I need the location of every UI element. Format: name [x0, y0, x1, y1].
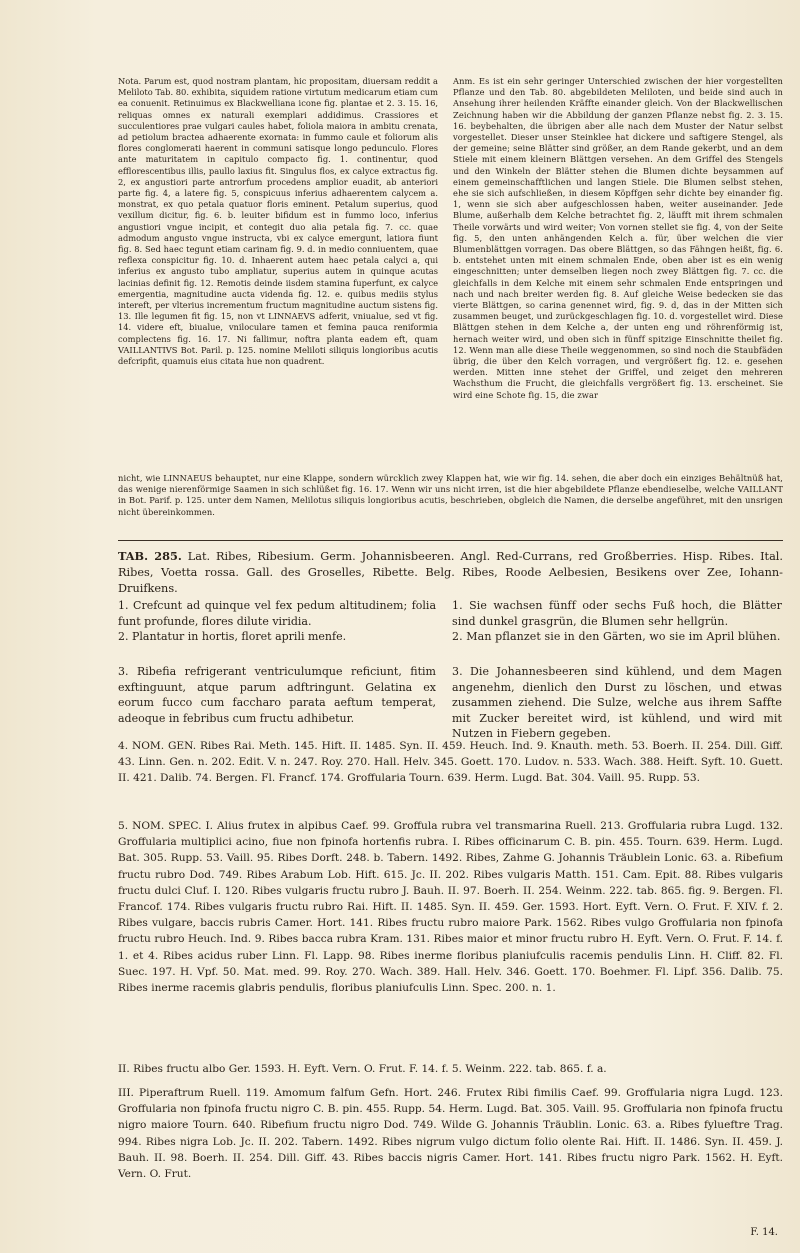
nota-german-continued-text: nicht, wie LINNAEUS behauptet, nur eine Klappe, sondern würcklich zwey Klappen hat, wie wir fig. 14. sehen, die aber doch ein einziges Behältnüß hat, das wenige nierenförmige Saamen in sich schlüßet fig. 16. 17. Wenn wir uns nicht irren, ist die hier abgebildete Pflanze ebendieselbe, welche VAILLANT in Bot. Parif. p. 125. unter dem Namen, Melilotus siliquis longioribus acutis, beschrieben, obgleich die Namen, die derselbe angeführet, mit den unsrigen nicht übereinkommen. — [118, 473, 783, 517]
nota-latin-text: Nota. Parum est, quod nostram plantam, hic propositam, diuersam reddit a Meliloto Tab. 80. exhibita, siquidem ratione virtutum medicarum etiam cum ea conuenit. Retinuimus ex Blackwelliana icone fig. plantae et 2. 3. 15. 16, reliquas omnes ex naturali exemplari addidimus. Crassiores et succulentiores prae vulgari caules habet, foliola maiora in ambitu crenata, ad petiolum bracteа adhaerente exornata: in fummo caule et foliorum alis flores conglomerati haerent in communi satisque longo pedunculo. Flores ante maturitatem in capitulo compacto fig. 1. continentur, quod efflorescentibus illis, paullo laxius fit. Singulus flos, ex calyce extractus fig. 2, ex angustiori parte antrorfum procedens amplior euadit, ab anteriori parte fig. 4, a latere fig. 5, conspicuus inferius adhaerentem calycem a. monstrat, ex quo petala quatuor floris eminent. Petalum superius, quod vexillum dicitur, fig. 6. b. leuiter bifidum est in fummo loco, inferius angustiori vngue incipit, et contegit duo alia petala fig. 7. cc. quae admodum angusto vngue instructa, vbi ex calyce emergunt, latiora fiunt fig. 8. Sed haec tegunt etiam carinam fig. 9. d. in medio conniuentem, quae reflexa conspicitur fig. 10. d. Inhaerent autem haec petala calyci a, qui inferius ex angusto tubo ampliatur, superius autem in quinque acutas lacinias definit fig. 12. Remotis deinde iisdem stamina fuperfunt, ex calyce emergentia, magnitudine aucta videnda fig. 12. e. quibus mediis stylus intereft, per vlterius incrementum fructum magnitudine auctum sistens fig. 13. Ille legumen fit fig. 15, non vt LINNAEVS adferit, vniualue, sed vt fig. 14. videre eft, biualue, vniloculare tamen et femina pauca reniformia complectens fig. 16. 17. Ni fallimur, noftra planta eadem eft, quam VAILLANTIVS Bot. Paril. p. 125. nomine Meliloti siliquis longioribus acutis defcripfit, quamuis eius citata hue non quadrent. — [118, 76, 438, 367]
latin-item-3 — [118, 664, 436, 726]
tab-header — [118, 548, 783, 597]
nota-german-text: Anm. Es ist ein sehr geringer Unterschied zwischen der hier vorgestellten Pflanze und den Tab. 80. abgebildeten Meliloten, und beide sind auch in Ansehung ihrer heilenden Kräffte einander gleich. Von der Blackwellischen Zeichnung haben wir die Abbildung der ganzen Pflanze nebst fig. 2. 3. 15. 16. beybehalten, die übrigen aber alle nach dem Muster der Natur selbst vorgestellet. Dieser unser Steinklee hat dickere und saftigere Stengel, als der gemeine; seine Blätter sind größer, an dem Rande gekerbt, und an dem Stiele mit einem kleinern Blättgen versehen. An dem Griffel des Stengels und den Winkeln der Blätter stehen die Blumen dichte beysammen auf einem gemeinschafftlichen und langen Stiele. Die Blumen selbst stehen, ehe sie sich aufschließen, in diesem Köpffgen sehr dichte bey einander fig. 1, wenn sie sich aber aufgeschlossen haben, weiter auseinander. Jede Blume, außerhalb dem Kelche betrachtet fig. 2, läufft mit ihrem schmalen Theile vorwärts und wird weiter; Von vornen stellet sie fig. 4, von der Seite fig. 5, den unten anhängenden Kelch a. für, über welchen die vier Blumenblättgen vorragen. Das obere Blättgen, so das Fähngen heißt, fig. 6. b. entstehet unten mit einem schmalen Ende, oben aber ist es ein wenig eingeschnitten; unter demselben liegen noch zwey Blättgen fig. 7. cc. die gleichfalls in dem Kelche mit einem sehr schmalen Ende entspringen und nach und nach breiter werden fig. 8. Auf gleiche Weise bedecken sie das vierte Blättgen, so carina genennet wird, fig. 9. d, das in der Mitten sich zusammen beuget, und zurückgeschlagen fig. 10. d. vorgestellet wird. Diese Blättgen stehen in dem Kelche a, der unten eng und röhrenförmig ist, hernach weiter wird, und oben sich in fünff spitzige Einschnitte theilet fig. 12. Wenn man alle diese Theile weggenommen, so sind noch die Staubfäden übrig, die über den Kelch vorragen, und vergrößert fig. 12. e. gesehen werden. Mitten inne stehet der Griffel, und zeiget den mehreren Wachsthum die Frucht, die gleichfalls vergrößert fig. 13. erscheinet. Sie wird eine Schote fig. 15, die zwar — [453, 76, 783, 400]
nom-ii-paragraph — [118, 1061, 783, 1077]
section-divider — [118, 540, 783, 541]
page-marker: F. 14. — [750, 1227, 778, 1238]
german-item-1 — [452, 598, 782, 645]
nom-iii-text: III. Piperaftrum Ruell. 119. Amomum falfum Gefn. Hort. 246. Frutex Ribi fimilis Caef. 99. Groffularia nigra Lugd. 123. Groffularia non fpinofa fructu nigro C. B. pin. 455. Rupp. 54. Herm. Lugd. Bat. 305. Vaill. 95. Groffularia non fpinofa fructu nigro maiore Tourn. 640. Ribefium fructu nigro Dod. 749. Wilde G. Johannis Träublin. Lonic. 63. a. Ribes fylueftre Trag. 994. Ribes nigra Lob. Jc. II. 202. Tabern. 1492. Ribes nigrum vulgo dictum folio olente Rai. Hift. II. 1486. Syn. II. 459. J. Bauh. II. 98. Boerh. II. 254. Dill. Giff. 43. Ribes baccis nigris Camer. Hort. 141. Ribes fructu nigro Park. 1562. H. Eyft. Vern. O. Frut. — [118, 1087, 783, 1181]
latin-item-3-text: 3. Ribefia refrigerant ventriculumque reficiunt, fitim exftinguunt, atque parum adftringunt. Gelatina ex eorum fucco cum faccharo parata aeftum temperat, adeoque in febribus cum fructu adhibetur. — [118, 665, 436, 725]
nom-spec-paragraph — [118, 818, 783, 996]
german-item-3-text: 3. Die Johannesbeeren sind kühlend, und dem Magen angenehm, dienlich den Durst zu löschen, und etwas zusammen ziehend. Die Sulze, welche aus ihrem Saffte mit Zucker bereitet wird, ist kühlend, und wird mit Nutzen in Fiebern gegeben. — [452, 665, 782, 740]
latin-item-2-text: 2. Plantatur in hortis, floret aprili menfe. — [118, 630, 347, 643]
nom-spec-text: 5. NOM. SPEC. I. Alius frutex in alpibus Caef. 99. Groffula rubra vel transmarina Ruell. 213. Groffularia rubra Lugd. 132. Groffularia multiplici acino, fiue non fpinofa hortenfis rubra. I. Ribes officinarum C. B. pin. 455. Tourn. 639. Herm. Lugd. Bat. 305. Rupp. 53. Vaill. 95. Ribes Dorft. 248. b. Tabern. 1492. Ribes, Zahme G. Johannis Träublein Lonic. 63. a. Ribefium fructu rubro Dod. 749. Ribes Arabum Lob. Hift. 615. Jc. II. 202. Ribes vulgaris Matth. 151. Cam. Epit. 88. Ribes vulgaris fructu dulci Cluf. I. 120. Ribes vulgaris fructu rubro J. Bauh. II. 97. Boerh. II. 254. Weinm. 222. tab. 865. fig. 9. Bergen. Fl. Francof. 174. Ribes vulgaris fructu rubro Rai. Hift. II. 1485. Syn. II. 459. Ger. 1593. Hort. Eyft. Vern. O. Frut. F. XIV. f. 2. Ribes vulgare, baccis rubris Camer. Hort. 141. Ribes fructu rubro maiore Park. 1562. Ribes vulgo Groffularia non fpinofa fructu rubro Heuch. Ind. 9. Ribes bacca rubra Kram. 131. Ribes maior et minor fructu rubro H. Eyft. Vern. O. Frut. F. 14. f. 1. et 4. Ribes acidus ruber Linn. Fl. Lapp. 98. Ribes inerme floribus planiufculis racemis pendulis Linn. H. Cliff. 82. Fl. Suec. 197. H. Vpf. 50. Mat. med. 99. Roy. 270. Wach. 389. Hall. Helv. 346. Goett. 170. Boehmer. Fl. Lipf. 356. Dalib. 75. Ribes inerme racemis glabris pendulis, floribus planiufculis Linn. Spec. 200. n. 1. — [118, 820, 783, 995]
tab-header-text: Lat. Ribes, Ribesium. Germ. Johannisbeeren. Angl. Red-Currans, red Großberries. Hisp. Ribes. Ital. Ribes, Voetta rossa. Gall. des Groselles, Ribette. Belg. Ribes, Roode Aelbesien, Besikens over Zee, Iohann-Druifkens. — [118, 550, 784, 595]
nom-gen-text: 4. NOM. GEN. Ribes Rai. Meth. 145. Hift. II. 1485. Syn. II. 459. Heuch. Ind. 9. Knauth. meth. 53. Boerh. II. 254. Dill. Giff. 43. Linn. Gen. n. 202. Edit. V. n. 247. Roy. 270. Hall. Helv. 345. Goett. 170. Ludov. n. 533. Wach. 388. Heift. Syft. 10. Guett. II. 421. Dalib. 74. Bergen. Fl. Francf. 174. Groffularia Tourn. 639. Herm. Lugd. Bat. 304. Vaill. 95. Rupp. 53. — [118, 740, 783, 785]
nota-latin — [118, 76, 438, 367]
latin-item-1 — [118, 598, 436, 645]
german-item-1-text: 1. Sie wachsen fünff oder sechs Fuß hoch, die Blätter sind dunkel grasgrün, die Blumen sehr hellgrün. — [452, 599, 782, 628]
nota-german — [453, 76, 783, 401]
nom-iii-paragraph — [118, 1085, 783, 1182]
latin-item-1-text: 1. Crefcunt ad quinque vel fex pedum altitudinem; folia funt profunde, flores dilute viridia. — [118, 599, 436, 628]
german-item-2-text: 2. Man pflanzet sie in den Gärten, wo sie im April blühen. — [452, 630, 781, 643]
german-item-3 — [452, 664, 782, 742]
nom-ii-text: II. Ribes fructu albo Ger. 1593. H. Eyft. Vern. O. Frut. F. 14. f. 5. Weinm. 222. tab. 865. f. a. — [118, 1063, 607, 1075]
tab-label: TAB. 285. — [118, 549, 182, 563]
nom-gen-paragraph — [118, 738, 783, 787]
nota-german-continued — [118, 473, 783, 518]
